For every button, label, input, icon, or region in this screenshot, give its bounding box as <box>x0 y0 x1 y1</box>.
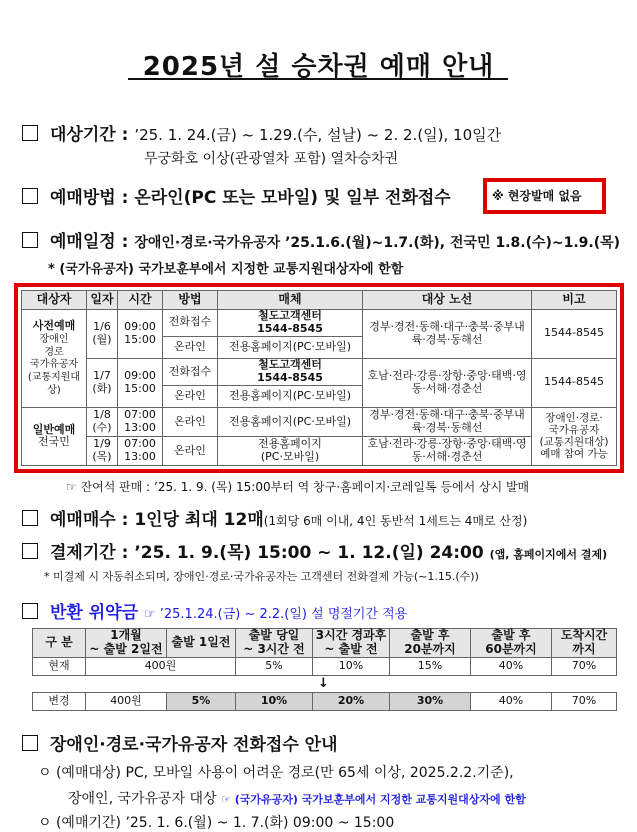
refund-cell: 5% <box>167 693 236 711</box>
refund-cell: 10% <box>313 657 390 675</box>
col-header: 방법 <box>163 291 218 310</box>
refund-header: 출발 후 20분까지 <box>390 629 471 658</box>
schedule-line <box>22 227 620 252</box>
col-header: 시간 <box>118 291 163 310</box>
method-value: 온라인(PC 또는 모바일) 및 일부 전화접수 <box>134 188 451 208</box>
period-value: ’25. 1. 24.(금) ~ 1.29.(수, 설날) ~ 2. 2.(일), 10일간 <box>134 126 502 144</box>
period-line <box>22 120 501 145</box>
note-cell: 1544-8545 <box>532 358 617 407</box>
target-bold: 사전예매 <box>32 319 76 333</box>
col-header: 일자 <box>87 291 118 310</box>
method-cell: 온라인 <box>163 407 218 436</box>
count-line <box>22 505 527 530</box>
schedule-label: 예매일정 : <box>50 232 129 252</box>
media-cell: 철도고객센터 1544-8545 <box>218 309 363 336</box>
refund-row-label: 변경 <box>33 693 86 711</box>
method-cell: 온라인 <box>163 386 218 408</box>
method-line <box>22 183 451 208</box>
method-cell: 온라인 <box>163 436 218 465</box>
schedule-value: 장애인·경로·국가유공자 ’25.1.6.(월)~1.7.(화), 전국민 1.8.(수)~1.9.(목) <box>134 235 621 251</box>
count-label: 예매매수 : <box>50 510 129 530</box>
refund-cell: 40% <box>471 657 552 675</box>
media-cell: 철도고객센터 1544-8545 <box>218 358 363 385</box>
refund-header: 구 분 <box>33 629 86 658</box>
checkbox-icon <box>22 735 38 751</box>
refund-sub: ☞ ’25.1.24.(금) ~ 2.2.(일) 설 명절기간 적용 <box>143 607 408 622</box>
refund-cell: 20% <box>313 693 390 711</box>
schedule-note: * (국가유공자) 국가보훈부에서 지정한 교통지원대상자에 한함 <box>48 262 404 277</box>
phone-line1: ㅇ (예매대상) PC, 모바일 사용이 어려운 경로(만 65세 이상, 2025.2.2.기준), <box>38 765 514 781</box>
media-cell: 전용홈페이지(PC·모바일) <box>218 407 363 436</box>
target-desc: 장애인 경로 국가유공자 (교통지원대상) <box>27 333 81 396</box>
media-cell: 전용홈페이지(PC·모바일) <box>218 386 363 408</box>
refund-cell: 400원 <box>86 657 236 675</box>
route-cell: 경부·경전·동해·대구·충북·중부내륙·경북·동해선 <box>363 407 532 436</box>
payment-value: ’25. 1. 9.(목) 15:00 ~ 1. 12.(일) 24:00 <box>134 543 484 563</box>
checkbox-icon <box>22 543 38 559</box>
date-cell: 1/9 (목) <box>87 436 118 465</box>
title-underline <box>128 78 508 80</box>
refund-cell: 40% <box>471 693 552 711</box>
phone-line2-text: 장애인, 국가유공자 대상 <box>68 791 217 807</box>
phone-line <box>22 730 338 755</box>
refund-row-label: 현재 <box>33 657 86 675</box>
checkbox-icon <box>22 125 38 141</box>
phone-line2 <box>68 788 526 808</box>
col-header: 대상자 <box>22 291 87 310</box>
time-cell: 07:00 13:00 <box>118 436 163 465</box>
method-cell: 온라인 <box>163 336 218 358</box>
period-label: 대상기간 : <box>50 125 129 145</box>
note-cell: 장애인·경로· 국가유공자 (교통지원대상) 예매 참여 가능 <box>532 407 617 465</box>
refund-cell: 5% <box>236 657 313 675</box>
method-label: 예매방법 : <box>50 188 129 208</box>
refund-header: 도착시간 까지 <box>552 629 617 658</box>
route-cell: 호남·전라·강릉·장항·중앙·태백·영동·서해·경춘선 <box>363 436 532 465</box>
target-bold: 일반예매 <box>32 422 76 436</box>
phone-label: 장애인·경로·국가유공자 전화접수 안내 <box>50 735 338 755</box>
payment-label: 결제기간 : <box>50 543 129 563</box>
count-sub: (1회당 6매 이내, 4인 동반석 1세트는 4매로 산정) <box>263 514 528 528</box>
time-cell: 07:00 13:00 <box>118 407 163 436</box>
phone-line3: ㅇ (예매기간) ’25. 1. 6.(월) ~ 1. 7.(화) 09:00 ~ 15:00 <box>38 815 395 831</box>
method-cell: 전화접수 <box>163 358 218 385</box>
date-cell: 1/8 (수) <box>87 407 118 436</box>
refund-header: 3시간 경과후 ~ 출발 전 <box>313 629 390 658</box>
refund-line <box>22 598 407 623</box>
refund-cell: 10% <box>236 693 313 711</box>
route-cell: 호남·전라·강릉·장항·중앙·태백·영동·서해·경춘선 <box>363 358 532 407</box>
schedule-table <box>21 290 617 466</box>
checkbox-icon <box>22 603 38 619</box>
checkbox-icon <box>22 510 38 526</box>
payment-sub: (앱, 홈페이지에서 결제) <box>489 548 608 561</box>
refund-header: 출발 후 60분까지 <box>471 629 552 658</box>
route-cell: 경부·경전·동해·대구·충북·중부내륙·경북·동해선 <box>363 309 532 358</box>
count-value: 1인당 최대 12매 <box>134 510 264 530</box>
phone-line2-note: ☞ (국가유공자) 국가보훈부에서 지정한 교통지원대상자에 한함 <box>221 793 526 806</box>
onsite-badge: ※ 현장발매 없음 <box>492 189 582 203</box>
refund-header: 출발 당일 ~ 3시간 전 <box>236 629 313 658</box>
time-cell: 09:00 15:00 <box>118 358 163 407</box>
refund-label: 반환 위약금 <box>50 603 139 623</box>
page-title: 2025년 설 승차권 예매 안내 <box>142 52 495 82</box>
refund-cell: 400원 <box>86 693 167 711</box>
time-cell: 09:00 15:00 <box>118 309 163 358</box>
arrow-down-icon: ↓ <box>318 676 329 691</box>
payment-note: * 미결제 시 자동취소되며, 장애인·경로·국가유공자는 고객센터 전화결제 가능(~1.15.(수)) <box>44 570 479 583</box>
refund-cell: 70% <box>552 693 617 711</box>
payment-line <box>22 538 607 563</box>
date-cell: 1/7 (화) <box>87 358 118 407</box>
refund-cell: 15% <box>390 657 471 675</box>
col-header: 비고 <box>532 291 617 310</box>
target-cell <box>22 407 87 465</box>
target-cell <box>22 309 87 407</box>
remain-note: ☞ 잔여석 판매 : ’25. 1. 9. (목) 15:00부터 역 창구·홈페이지·코레일톡 등에서 상시 발매 <box>66 480 530 494</box>
col-header: 대상 노선 <box>363 291 532 310</box>
refund-header: 출발 1일전 <box>167 629 236 658</box>
refund-cell: 70% <box>552 657 617 675</box>
note-cell: 1544-8545 <box>532 309 617 358</box>
refund-header: 1개월 ~ 출발 2일전 <box>86 629 167 658</box>
media-cell: 전용홈페이지 (PC·모바일) <box>218 436 363 465</box>
refund-cell: 30% <box>390 693 471 711</box>
checkbox-icon <box>22 188 38 204</box>
target-desc: 전국민 <box>38 435 70 449</box>
period-sub: 무궁화호 이상(관광열차 포함) 열차승차권 <box>144 151 399 167</box>
refund-table-changed <box>32 692 617 711</box>
checkbox-icon <box>22 232 38 248</box>
col-header: 매체 <box>218 291 363 310</box>
date-cell: 1/6 (월) <box>87 309 118 358</box>
media-cell: 전용홈페이지(PC·모바일) <box>218 336 363 358</box>
refund-table-current <box>32 628 617 676</box>
method-cell: 전화접수 <box>163 309 218 336</box>
